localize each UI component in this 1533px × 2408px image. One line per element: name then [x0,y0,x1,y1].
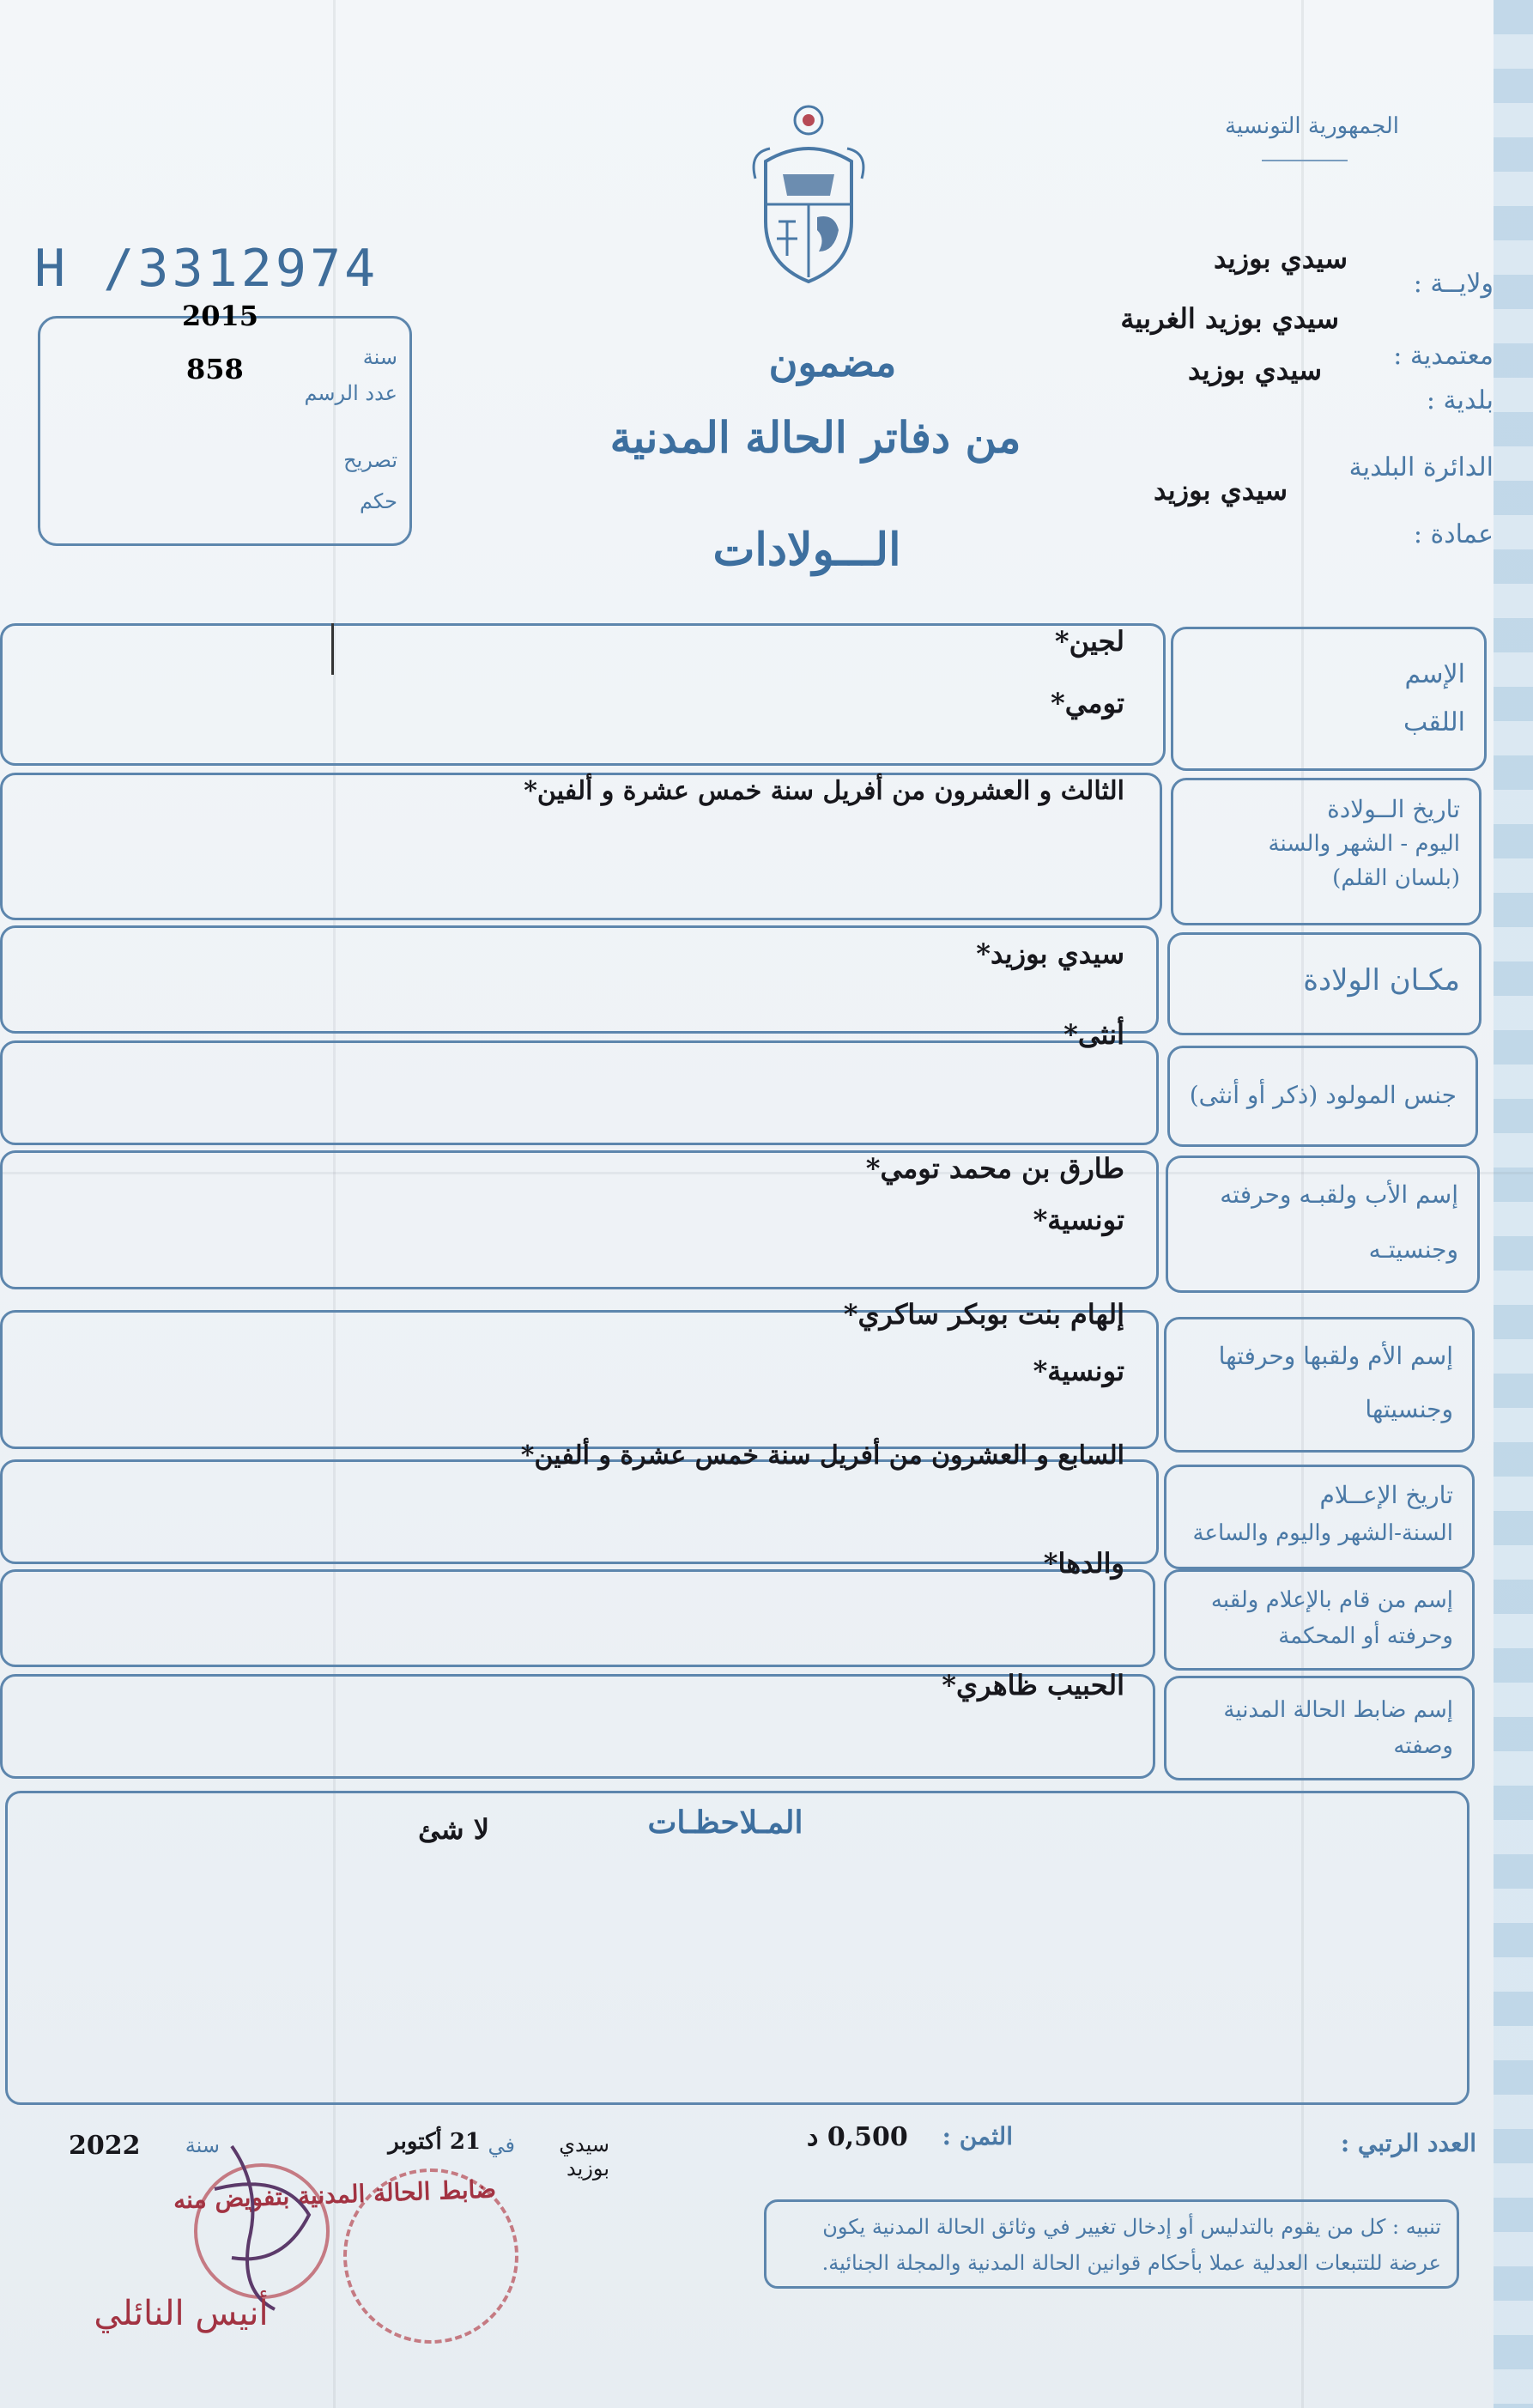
birth-date-label-box [1171,778,1481,925]
doc-title-births: الـــولادات [712,524,901,576]
sex-label: جنس المولود (ذكر أو أنثى) [1189,1081,1457,1109]
mother-value: إلهام بنت بوبكر ساكري* [843,1298,1124,1331]
motamadia-value: سيدي بوزيد الغربية [1120,302,1339,335]
remarks-value: لا شئ [418,1813,489,1846]
declaration-date-sub-label: السنة-الشهر واليوم والساعة [1192,1520,1453,1546]
mother-nationality-value: تونسية* [1033,1355,1124,1387]
name-label-box [1171,627,1487,771]
declarant-sub-label: وحرفته أو المحكمة [1278,1623,1453,1649]
officer-sub-label: وصفته [1393,1733,1453,1759]
baladia-label: بلدية : [1426,385,1494,415]
doc-title-extract: مضمون [768,339,897,385]
price-label: الثمن : [942,2122,1013,2150]
register-box [38,300,412,546]
first-name-label: الإسم [1404,659,1465,689]
declarant-label-box [1164,1569,1475,1671]
register-year-label: سنة [362,345,397,369]
birth-date-label: تاريخ الــولادة [1327,795,1460,823]
officer-value: الحبيب ظاهري* [942,1669,1124,1701]
daira-label: الدائرة البلدية [1348,452,1494,482]
declaration-date-value: السابع و العشرون من أفريل سنة خمس عشرة و ألفين* [520,1441,1124,1471]
issue-year: 2022 [69,2131,141,2161]
birth-place-value: سيدي بوزيد* [976,937,1124,970]
officer-stamp-text: ضابط الحالة المدنية بتفويض منه [173,2174,497,2215]
birth-date-sub-label: اليوم - الشهر والسنة [1268,831,1460,857]
remarks-label: المـلاحظـات [647,1804,803,1841]
omada-label: عمادة : [1413,519,1494,549]
signature-scribble-icon [180,2138,335,2318]
ink-mark [331,623,334,675]
wilaya-value: سيدي بوزيد [1213,242,1348,275]
sex-value: أنثى* [1063,1018,1124,1051]
father-value: طارق بن محمد تومي* [865,1152,1124,1185]
baladia-value: سيدي بوزيد [1187,354,1322,386]
birth-date-note-label: (بلسان القلم) [1332,865,1460,891]
officer-label-box [1164,1676,1475,1780]
serial-number: H /3312974 [34,239,379,299]
tunisia-coat-of-arms-icon [748,101,869,290]
motamadia-label: معتمدية : [1393,341,1494,371]
register-number-value: 858 [186,353,244,385]
declaration-date-label: تاريخ الإعــلام [1319,1481,1453,1509]
register-declaration-label: تصريح [343,448,397,472]
father-label: إسم الأب ولقبـه وحرفته [1220,1180,1458,1209]
sex-value-box [0,1040,1159,1145]
mother-label-box [1164,1317,1475,1453]
register-number-label: عدد الرسم [304,381,397,405]
mother-label: إسم الأم ولقبها وحرفتها [1218,1342,1453,1370]
birth-place-label-box [1167,932,1481,1035]
signature-name-stamp: أنيس النائلي [94,2294,269,2333]
issue-date-prefix: في [488,2133,515,2157]
officer-label: إسم ضابط الحالة المدنية [1223,1697,1453,1723]
mother-nationality-label: وجنسيتها [1365,1395,1453,1423]
first-name-value: لجين* [1054,625,1124,658]
surname-value: تومي* [1051,687,1124,719]
father-nationality-value: تونسية* [1033,1204,1124,1236]
price-value: 0,500 د [807,2122,908,2152]
declarant-value-box [0,1569,1155,1667]
security-border [1494,0,1533,2408]
sex-label-box [1167,1046,1478,1147]
birth-date-value: الثالث و العشرون من أفريل سنة خمس عشرة و ألفين* [524,776,1124,806]
declaration-date-label-box [1164,1465,1475,1569]
surname-label: اللقب [1403,707,1465,737]
daira-value: سيدي بوزيد [1153,474,1288,506]
republic-label: الجمهورية التونسية [1224,113,1399,139]
register-judgment-label: حكم [359,489,397,513]
legal-warning: تنبيه : كل من يقوم بالتدليس أو إدخال تغيير في وثائق الحالة المدنية يكون عرضة للتتبعات العدلية عملا بأحكام قوانين الحالة المدنية والمجلة الجنائية. [764,2199,1459,2289]
wilaya-label: ولايــة : [1413,269,1494,299]
declarant-label: إسم من قام بالإعلام ولقبه [1210,1587,1453,1613]
birth-place-label: مكـان الولادة [1303,963,1460,998]
doc-title-registers: من دفاتر الحالة المدنية [609,412,1021,463]
father-nationality-label: وجنسيتـه [1368,1235,1458,1264]
issue-place: سيدي بوزيد [559,2132,609,2181]
father-label-box [1166,1155,1480,1293]
serial-number-label: العدد الرتبي : [1340,2129,1476,2157]
register-year-value: 2015 [182,300,259,332]
declarant-value: والدها* [1043,1547,1124,1580]
issue-year-label: سنة [185,2133,220,2157]
issue-date: 21 أكتوبر [388,2129,481,2155]
divider [1262,160,1348,161]
